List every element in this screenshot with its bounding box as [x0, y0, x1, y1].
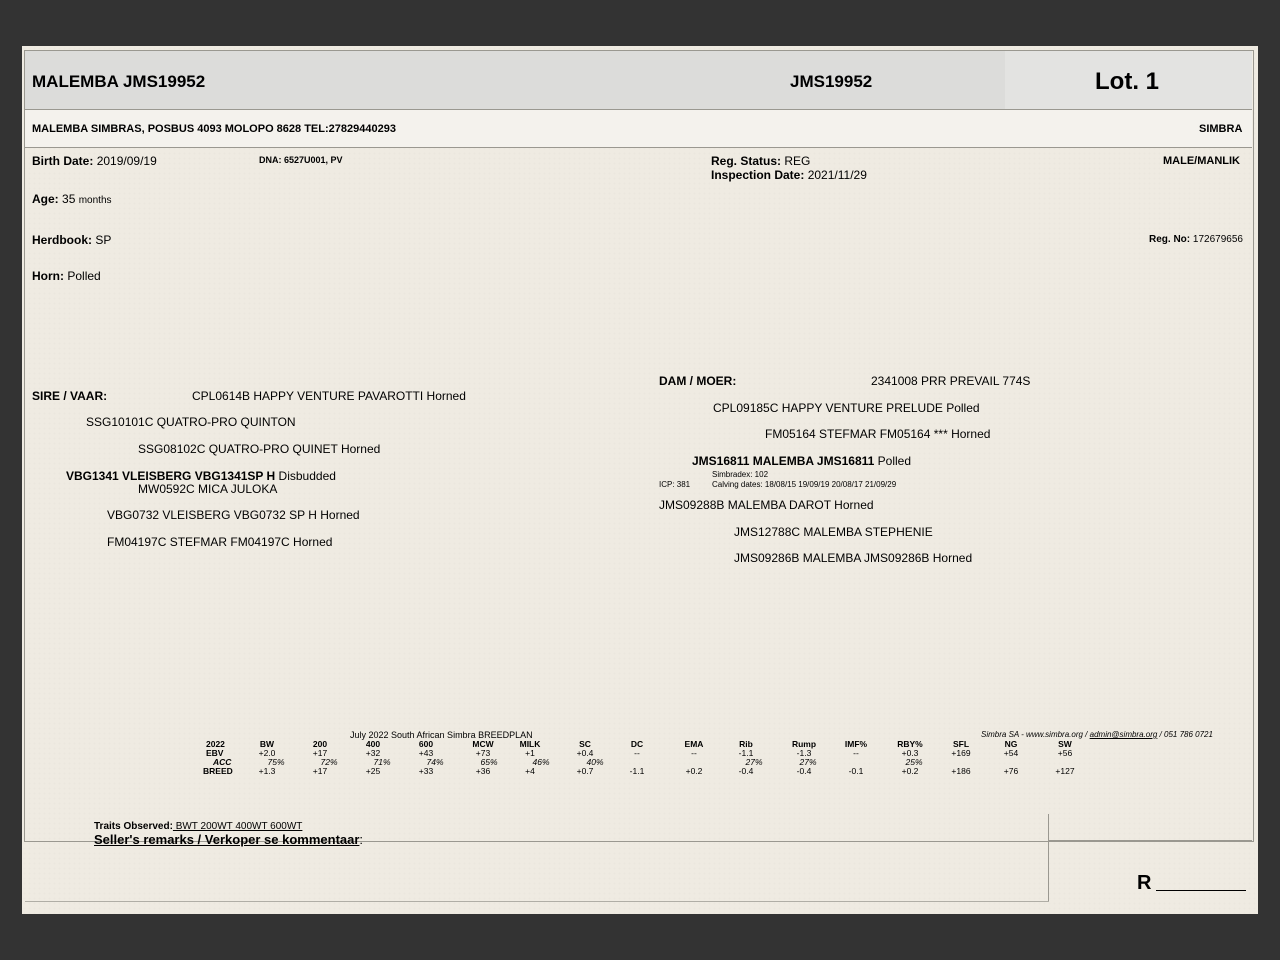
- ebv-value-imf-pct: --: [853, 748, 859, 758]
- price-prefix: R: [1137, 872, 1152, 894]
- calving-dates: Calving dates: 18/08/15 19/09/19 20/08/17 21/09/29: [712, 480, 897, 489]
- ebv-value-600: +43: [418, 748, 434, 758]
- inspection-date-label: Inspection Date:: [711, 168, 805, 182]
- breed-value-200: +17: [312, 766, 328, 776]
- dam-dam-sire: JMS12788C MALEMBA STEPHENIE: [734, 525, 933, 539]
- acc-value-bw: 75%: [267, 757, 285, 767]
- acc-value-milk: 46%: [532, 757, 550, 767]
- dam-sire: CPL09185C HAPPY VENTURE PRELUDE Polled: [713, 401, 980, 415]
- inspection-date-value: 2021/11/29: [807, 168, 867, 182]
- breed-value-mcw: +36: [475, 766, 491, 776]
- sellers-remarks: [94, 832, 363, 847]
- ebv-value-ng: +54: [1003, 748, 1019, 758]
- col-header-ema: EMA: [684, 739, 704, 749]
- col-header-sfl: SFL: [952, 739, 970, 749]
- acc-value-mcw: 65%: [480, 757, 498, 767]
- acc-value-rump: 27%: [799, 757, 817, 767]
- sire-dam-dam-dam: FM04197C STEFMAR FM04197C Horned: [107, 535, 333, 549]
- col-header-200: 200: [312, 739, 328, 749]
- animal-name: MALEMBA JMS19952: [32, 72, 206, 91]
- breed-name: SIMBRA: [1199, 123, 1243, 135]
- ebv-value-rump: -1.3: [796, 748, 812, 758]
- remarks-divider: [1048, 814, 1050, 902]
- acc-value-200: 72%: [320, 757, 338, 767]
- col-header-sc: SC: [579, 739, 591, 749]
- col-header-milk: MILK: [519, 739, 541, 749]
- traits-observed: [94, 821, 302, 832]
- herdbook-label: Herdbook:: [32, 233, 92, 247]
- birth-date-value: 2019/09/19: [96, 154, 157, 168]
- col-header-dc: DC: [630, 739, 644, 749]
- row-label-ebv: EBV: [206, 748, 224, 758]
- breed-value-rby-pct: +0.2: [901, 766, 919, 776]
- ebv-value-rib: -1.1: [738, 748, 754, 758]
- horn-value: Polled: [67, 269, 101, 283]
- ebv-value-400: +32: [365, 748, 381, 758]
- price-input-line[interactable]: [1156, 889, 1246, 891]
- ebv-value-sc: +0.4: [576, 748, 594, 758]
- traits-value: BWT 200WT 400WT 600WT: [172, 821, 303, 832]
- reg-status-label: Reg. Status:: [711, 154, 782, 168]
- breed-value-dc: -1.1: [629, 766, 645, 776]
- ebv-value-ema: --: [691, 748, 697, 758]
- breed-value-rib: -0.4: [738, 766, 754, 776]
- ebv-value-200: +17: [312, 748, 328, 758]
- contact-suffix: / 051 786 0721: [1157, 730, 1213, 739]
- breedplan-title: July 2022 South African Simbra BREEDPLAN: [350, 730, 533, 740]
- dna-info: DNA: 6527U001, PV: [259, 155, 343, 165]
- remarks-colon: :: [359, 832, 364, 847]
- dam-horn: Polled: [874, 454, 912, 468]
- reg-no-label: Reg. No:: [1149, 234, 1191, 245]
- breed-value-sw: +127: [1055, 766, 1075, 776]
- remarks-bottom-line: [25, 901, 1049, 902]
- lot-number: Lot. 1: [1095, 68, 1159, 95]
- ebv-value-sw: +56: [1057, 748, 1073, 758]
- breed-value-ema: +0.2: [685, 766, 703, 776]
- col-header-mcw: MCW: [472, 739, 494, 749]
- simbradex: Simbradex: 102: [712, 470, 769, 479]
- horn-label: Horn:: [32, 269, 64, 283]
- col-header-400: 400: [365, 739, 381, 749]
- dam-top: 2341008 PRR PREVAIL 774S: [871, 374, 1031, 388]
- ebv-value-mcw: +73: [475, 748, 491, 758]
- ebv-value-bw: +2.0: [258, 748, 276, 758]
- breed-value-sc: +0.7: [576, 766, 594, 776]
- dam-dam-dam: JMS09286B MALEMBA JMS09286B Horned: [734, 551, 973, 565]
- row-label-breed: BREED: [203, 766, 233, 776]
- breeder-address: MALEMBA SIMBRAS, POSBUS 4093 MOLOPO 8628 TEL:27829440293: [32, 123, 396, 135]
- age-value: 35: [62, 192, 76, 206]
- breed-value-bw: +1.3: [258, 766, 276, 776]
- col-header-600: 600: [418, 739, 434, 749]
- age-unit: months: [78, 195, 112, 206]
- row-label-acc: ACC: [213, 757, 232, 767]
- lot-card: [22, 46, 1258, 914]
- contact-prefix: Simbra SA - www.simbra.org /: [981, 730, 1090, 739]
- breed-value-600: +33: [418, 766, 434, 776]
- dam-dam: JMS09288B MALEMBA DAROT Horned: [659, 498, 874, 512]
- remarks-label: Seller's remarks / Verkoper se kommentaar: [94, 832, 360, 847]
- sire: CPL0614B HAPPY VENTURE PAVAROTTI Horned: [192, 389, 466, 403]
- col-header-ng: NG: [1004, 739, 1018, 749]
- breed-value-milk: +4: [525, 766, 535, 776]
- ebv-value-milk: +1: [525, 748, 535, 758]
- acc-value-sc: 40%: [586, 757, 604, 767]
- sire-dam-horn: Disbudded: [275, 469, 336, 483]
- col-header-sw: SW: [1058, 739, 1072, 749]
- acc-value-rib: 27%: [745, 757, 763, 767]
- breedplan-table: [22, 46, 1258, 846]
- col-header-rump: Rump: [791, 739, 817, 749]
- ebv-value-dc: --: [634, 748, 640, 758]
- icp: ICP: 381: [659, 480, 691, 489]
- dam-sire-dam: FM05164 STEFMAR FM05164 *** Horned: [765, 427, 991, 441]
- sire-label: SIRE / VAAR:: [32, 389, 108, 403]
- col-header-imf-pct: IMF%: [844, 739, 868, 749]
- sire-dam-sire: MW0592C MICA JULOKA: [138, 482, 278, 496]
- table-year: 2022: [206, 739, 225, 749]
- reg-code: JMS19952: [790, 72, 873, 91]
- birth-date-label: Birth Date:: [32, 154, 94, 168]
- reg-status-value: REG: [784, 154, 811, 168]
- reg-no-value: 172679656: [1192, 234, 1243, 245]
- sex: MALE/MANLIK: [1163, 155, 1240, 167]
- ebv-value-sfl: +169: [951, 748, 971, 758]
- traits-label: Traits Observed:: [94, 821, 173, 832]
- price-box-top: [1048, 840, 1252, 842]
- sire-sire-dam: SSG08102C QUATRO-PRO QUINET Horned: [138, 442, 381, 456]
- sire-dam-name: VBG1341 VLEISBERG VBG1341SP H: [66, 469, 276, 483]
- col-header-rib: Rib: [739, 739, 753, 749]
- herdbook-value: SP: [95, 233, 112, 247]
- breed-value-rump: -0.4: [796, 766, 812, 776]
- sire-dam-dam: VBG0732 VLEISBERG VBG0732 SP H Horned: [107, 508, 360, 522]
- ebv-value-rby-pct: +0.3: [901, 748, 919, 758]
- age-label: Age:: [32, 192, 59, 206]
- acc-value-rby-pct: 25%: [905, 757, 923, 767]
- breed-value-imf-pct: -0.1: [848, 766, 864, 776]
- breed-value-sfl: +186: [951, 766, 971, 776]
- col-header-rby-pct: RBY%: [897, 739, 923, 749]
- contact-email[interactable]: admin@simbra.org: [1089, 730, 1158, 739]
- dam-label: DAM / MOER:: [659, 374, 737, 388]
- sire-sire: SSG10101C QUATRO-PRO QUINTON: [86, 415, 296, 429]
- breed-value-ng: +76: [1003, 766, 1019, 776]
- breed-value-400: +25: [365, 766, 381, 776]
- acc-value-600: 74%: [426, 757, 444, 767]
- acc-value-400: 71%: [373, 757, 391, 767]
- dam-name: JMS16811 MALEMBA JMS16811: [692, 454, 875, 468]
- col-header-bw: BW: [259, 739, 275, 749]
